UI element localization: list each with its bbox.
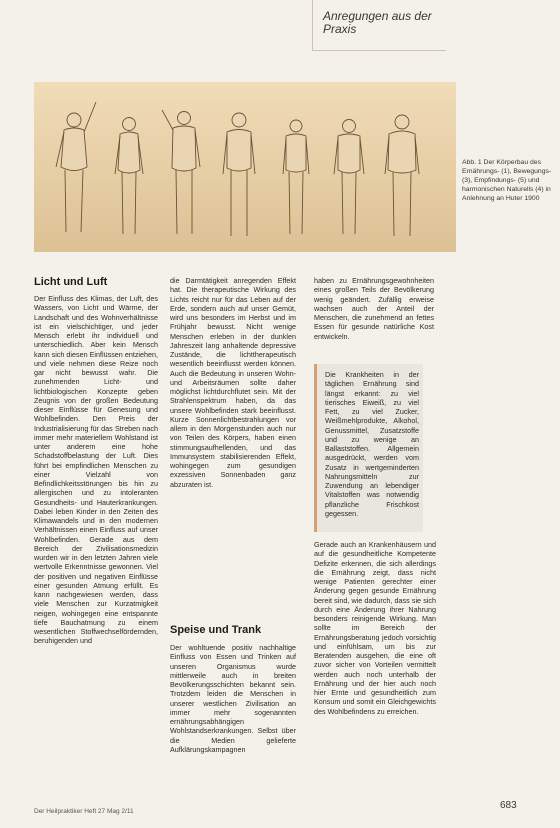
column-1-text xyxy=(34,294,158,794)
column-2-lower-text xyxy=(170,643,296,793)
paragraph: Der Einfluss des Klimas, der Luft, des Wassers, von Licht und Wärme, der Landschaft und des Wohnverhältnisse ist ein vielschichtiger, und jeder Mensch erlebt ihr individuell und unterschiedlich. Aber kein Mensch kann sich diesen Einflüssen entziehen, und viele nehmen diese Reize noch gar nicht bewusst wahr. Die zunehmenden Licht- und lichtbiologischen Konzepte geben Zeugnis von der großen Bedeutung dieser Einflüsse für Genesung und Wohlbefinden. Den Preis der Industrialisierung für das Streben nach immer mehr materiellem Wohlstand ist unter anderem eine hohe Schadstoffbelastung der Luft. Dies führt bei empfindlichen Menschen zu einer Vielzahl von Befindlichkeitsstörungen bis hin zu allergischen und zu intoleranten Gesundheits- und Hauterkrankungen. Dabei leben Kinder in den Zeiten des Klimawandels und in den modernen Verhältnissen einen Einfluss auf unser Wohlbefinden. Gerade aus dem Bereich der Zivilisationsmedizin wurden wir in den letzten Jahren viele wertvolle Erkenntnisse gewonnen. Viel der positiven und negativen Einflüsse einer gesunden Atmung erfüllt. Es kann nachgewiesen werden, dass viele Menschen zur Kurzatmigkeit neigen, wohingegen eine entspannte tiefe Bauchatmung zu einem wesentlichen Stoffwechselfördernden, beruhigenden und xyxy=(34,294,158,646)
body-type-illustration xyxy=(34,82,456,252)
heading-speise-und-trank: Speise und Trank xyxy=(170,624,262,636)
highlight-text: Die Krankheiten in der täglichen Ernährung sind längst erkannt: zu viel tierisches Eiweiß, zu viel Fett, zu viel Zucker, Weißmehlprodukte, Alkohol, Genussmittel, Zusatzstoffe und zu wenige an Ballaststoffen. Allgemein ausgedrückt, werden vom Zusatz in wertgeminderten Nahrungsmitteln zur Zuwendung an lebendiger Vitalstoffen was notwendig pflanzliche Frischkost gegessen. xyxy=(325,370,419,518)
paragraph: Gerade auch an Krankenhäusern und auf die gesundheitliche Kompetente Defizite erkennen, die sich allerdings die Ernährung zeigt, dass nicht wenige Patienten gerechter einer Änderung gegen gesunde Ernährung bereit sind, wie dadurch, dass sie sich durch eine Änderung ihrer Nahrung besonders reinigende Wirkung. Man sollte im Bereich der Ernährungsberatung jedoch vorsichtig und einfühlsam, um bis zur Beratenden ausgehen, die eine oft zuvor sicher von Vorteilen vermittelt werden auch noch unterhalb der Ernährung und der hier auch noch hier Ernte und gesundheitlich zum Konsum und somit ein Gleichgewichts des Wohlbefindens zu erreichen. xyxy=(314,540,436,716)
paragraph: die Darmtätigkeit anregenden Effekt hat. Die therapeutische Wirkung des Lichts reicht nur für das Leben auf der Erde, sondern auch auf unser Gemüt, wird uns besonders im Herbst und im Frühjahr bewusst. Nicht wenige Menschen erleben in der dunklen Jahreszeit lang anhaltende depressive Zustände, die lichttherapeutisch wesentlich beeinflusst werden können. Auch die Bedeutung in unseren Wohn- und Arbeitsräumen sollte daher möglichst lichtdurchflutet sein. Mit der Strahlenspektrum haben, da das unsere Wohlbefinden stark beeinflusst. Kurze Sonnenlichtbestrahlungen vor allem in den Morgenstunden auch nur von Teilen des Körpers, haben einen stimmungsaufhellenden, und das Immunsystem stabilisierenden Effekt, wohingegen zum gesundigen exzessiven Sonnenbaden ganz abzuraten ist. xyxy=(170,276,296,489)
paragraph: Der wohltuende positiv nachhaltige Einfluss von Essen und Trinken auf unseren Organismus wurde mittlerweile auch in breiten Bevölkerungsschichten bekannt sein. Trotzdem leiden die Menschen in unserer westlichen Zivilisation an immer mehr sogenannten ernährungsabhängigen Wohlstandserkrankungen. Selbst über die Medien gelieferte Aufklärungskampagnen xyxy=(170,643,296,754)
figures-drawing xyxy=(34,82,456,252)
highlight-box xyxy=(314,364,423,532)
column-3-lower-text xyxy=(314,540,436,796)
heading-licht-und-luft: Licht und Luft xyxy=(34,276,108,288)
column-3-top-text xyxy=(314,276,434,356)
figure-caption: Abb. 1 Der Körperbau des Ernährungs- (1), Bewegungs- (3), Empfindungs- (5) und harmonischen Naturells (4) in Anlehnung an Huter 1900 xyxy=(462,159,552,202)
column-2-text xyxy=(170,276,296,606)
section-title: Anregungen aus der Praxis xyxy=(323,9,432,36)
page-number: 683 xyxy=(500,800,517,811)
journal-footer: Der Heilpraktiker Heft 27 Mag 2/11 xyxy=(34,808,134,815)
section-header xyxy=(312,0,446,51)
paragraph: haben zu Ernährungsgewohnheiten eines großen Teils der Bevölkerung wenig geändert. Zufällig erweise wachsen auch der Anteil der Menschen, die zunehmend an fettes Essen für gesunde natürliche Kost entwickeln. xyxy=(314,276,434,341)
